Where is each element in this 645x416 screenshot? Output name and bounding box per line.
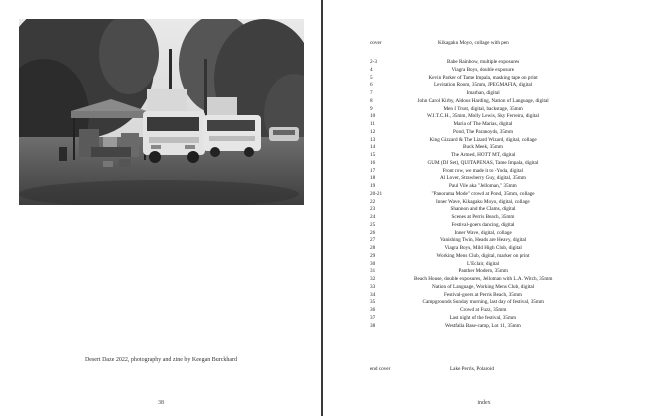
index-description: Paul Vile aka "Jelloman," 35mm bbox=[449, 183, 517, 189]
photo-caption: Desert Daze 2022, photography and zine by Keegan Burckhard bbox=[84, 357, 238, 363]
index-description: Kevin Parker of Tame Impala, masking tape on print bbox=[428, 74, 538, 81]
index-page-ref: 7 bbox=[370, 90, 373, 96]
index-description: W.I.T.C.H., 35mm, Molly Lewis, Sky Ferreira, digital bbox=[427, 113, 539, 120]
index-description: Working Mens Club, digital, marker on print bbox=[436, 252, 530, 259]
index-page-ref: end cover bbox=[370, 366, 391, 372]
index-page-ref: 4 bbox=[370, 66, 373, 73]
index-page-ref: 14 bbox=[370, 144, 376, 151]
index-description: Al Lover, Strawberry Guy, digital, 35mm bbox=[440, 175, 526, 182]
index-page-ref: 15 bbox=[370, 152, 376, 158]
index-description: Panther Modern, 35mm bbox=[458, 268, 508, 275]
left-page bbox=[0, 0, 322, 416]
index-description: Scenes at Perris Beach, 35mm bbox=[451, 214, 515, 220]
index-row bbox=[370, 175, 630, 181]
index-page-ref: 35 bbox=[370, 299, 376, 306]
index-row bbox=[370, 261, 630, 267]
campground-photo bbox=[19, 19, 304, 205]
index-row bbox=[370, 214, 630, 220]
index-row bbox=[370, 253, 630, 259]
index-row bbox=[370, 59, 630, 65]
index-description: The Armed, HOTT MT, digital bbox=[451, 152, 516, 158]
index-description: Crowd at Fuzz, 35mm bbox=[460, 307, 507, 313]
index-page-ref: 38 bbox=[370, 322, 376, 329]
index-row bbox=[370, 137, 630, 143]
index-description: Nation of Language, Working Mens Club, digital bbox=[432, 283, 535, 290]
index-page-ref: 17 bbox=[370, 167, 376, 174]
index-row bbox=[370, 292, 630, 298]
right-page bbox=[323, 0, 645, 416]
index-page-ref: 13 bbox=[370, 136, 376, 143]
index-description: Vanishing Twin, Heads are Heavy, digital bbox=[440, 237, 527, 244]
index-page-ref: 5 bbox=[370, 74, 373, 81]
index-row bbox=[370, 323, 630, 329]
index-page-ref: 9 bbox=[370, 105, 373, 112]
index-row bbox=[370, 121, 630, 127]
index-description: Imarhan, digital bbox=[466, 90, 500, 96]
index-description: Beach House, double exposures, Jelloman with L.A. Witch, 35mm bbox=[414, 276, 553, 282]
index-description: Shannon and the Clams, digital bbox=[450, 206, 516, 213]
index-page-ref: 12 bbox=[370, 128, 376, 135]
index-row bbox=[370, 284, 630, 290]
index-row bbox=[370, 160, 630, 166]
index-page-ref: 18 bbox=[370, 175, 376, 182]
index-description: Festival-goers dancing, digital bbox=[451, 221, 515, 228]
index-row bbox=[370, 268, 630, 274]
index-row bbox=[370, 183, 630, 189]
index-description: Westfalia Base-camp, Lot 11, 35mm bbox=[445, 322, 521, 329]
index-page-ref: 29 bbox=[370, 252, 376, 259]
index-page-ref: 16 bbox=[370, 159, 376, 166]
index-description: Men I Trust, digital, backstage, 35mm bbox=[443, 105, 523, 112]
index-description: Lake Perris, Polaroid bbox=[450, 366, 494, 372]
index-page-ref: 6 bbox=[370, 82, 373, 89]
index-page-ref: 37 bbox=[370, 314, 376, 321]
index-row bbox=[370, 90, 630, 96]
index-description: Maria of The Marias, digital bbox=[453, 121, 513, 127]
index-description: Inner Wave, digital, collage bbox=[454, 229, 512, 236]
index-row bbox=[370, 82, 630, 88]
index-page-ref: 34 bbox=[370, 291, 376, 298]
index-description: GUM (DJ Set), QUITAPENAS, Tame Impala, digital bbox=[427, 159, 539, 166]
index-description: Festival-goers at Perris Beach, 35mm bbox=[444, 291, 522, 298]
index-row bbox=[370, 113, 630, 119]
index-row bbox=[370, 299, 630, 305]
index-description: L'Eclair, digital bbox=[467, 260, 500, 267]
index-row bbox=[370, 315, 630, 321]
index-row bbox=[370, 276, 630, 282]
index-end-cover-row bbox=[370, 366, 630, 372]
index-page-ref: 30 bbox=[370, 260, 376, 267]
index-row bbox=[370, 237, 630, 243]
index-row bbox=[370, 245, 630, 251]
page-label: index bbox=[477, 400, 491, 406]
index-description: Pond, The Paranoyds, 35mm bbox=[453, 128, 513, 135]
index-page-ref: 10 bbox=[370, 113, 376, 120]
index-row bbox=[370, 307, 630, 313]
index-row bbox=[370, 67, 630, 73]
index-row bbox=[370, 199, 630, 205]
index-page-ref: 31 bbox=[370, 268, 376, 275]
index-row bbox=[370, 230, 630, 236]
index-row bbox=[370, 75, 630, 81]
index-row bbox=[370, 206, 630, 212]
index-description: King Gizzard & The Lizard Wizard, digital, collage bbox=[429, 136, 537, 143]
index-page-ref: 19 bbox=[370, 183, 376, 189]
index-page-ref: 8 bbox=[370, 97, 373, 104]
index-description: John Carol Kirby, Aldous Harding, Nation of Language, digital bbox=[417, 97, 549, 104]
index-page-ref: cover bbox=[370, 40, 382, 46]
index-row bbox=[370, 129, 630, 135]
index-row bbox=[370, 98, 630, 104]
index-description: Campgrounds Sunday morning, last day of festival, 35mm bbox=[422, 299, 544, 306]
index-page-ref: 24 bbox=[370, 214, 376, 220]
index-description: Last night of the festival, 35mm bbox=[449, 314, 517, 321]
index-row bbox=[370, 222, 630, 228]
index-description: "Panorama Mode" crowd at Pond, 35mm, collage bbox=[431, 190, 535, 197]
index-cover-row bbox=[370, 40, 630, 46]
index-page-ref: 32 bbox=[370, 276, 376, 282]
index-description: Levitation Room, 35mm, JPEGMAFIA, digital bbox=[434, 82, 533, 89]
index-description: Inner Wave, Kikagaku Moyo, digital, collage bbox=[436, 198, 530, 205]
index-page-ref: 25 bbox=[370, 221, 376, 228]
index-page-ref: 26 bbox=[370, 229, 376, 236]
index-page-ref: 22 bbox=[370, 198, 376, 205]
index-page-ref: 20-21 bbox=[370, 190, 383, 197]
index-description: Buck Meek, 35mm bbox=[463, 144, 503, 151]
index-description: Viagra Boys, Mild High Club, digital bbox=[444, 245, 522, 251]
index-page-ref: 33 bbox=[370, 283, 376, 290]
index-page-ref: 36 bbox=[370, 307, 376, 313]
index-page-ref: 11 bbox=[370, 121, 375, 127]
index-description: Front row, we made it to -Yoda, digital bbox=[442, 167, 524, 174]
index-description: Kikagaku Moyo, collage with pen bbox=[438, 40, 509, 46]
index-page-ref: 2-3 bbox=[370, 59, 377, 65]
index-row bbox=[370, 191, 630, 197]
page-number: 38 bbox=[158, 400, 164, 406]
index-page-ref: 28 bbox=[370, 245, 376, 251]
index-description: Babe Rainbow, multiple exposures bbox=[447, 59, 520, 65]
index-page-ref: 23 bbox=[370, 206, 376, 213]
index-page-ref: 27 bbox=[370, 237, 376, 244]
index-row bbox=[370, 168, 630, 174]
index-row bbox=[370, 144, 630, 150]
index-row bbox=[370, 152, 630, 158]
index-row bbox=[370, 106, 630, 112]
index-description: Viagra Boys, double exposure bbox=[451, 66, 515, 73]
